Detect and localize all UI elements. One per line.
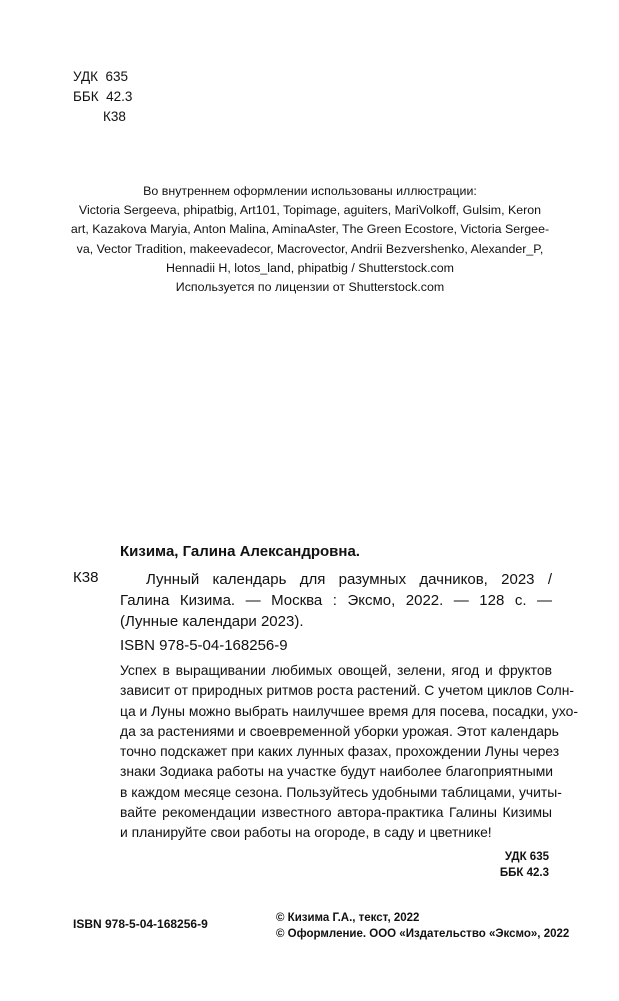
annotation-line: Успех в выращивании любимых овощей, зелени, ягод и фруктов xyxy=(120,662,552,678)
isbn-record: ISBN 978-5-04-168256-9 xyxy=(120,637,288,654)
annotation-line: ца и Луны можно выбрать наилучшее время для посева, посадки, ухо- xyxy=(120,702,578,719)
annotation xyxy=(120,660,578,843)
udk-code: УДК 635 xyxy=(73,69,129,84)
bibliographic-record xyxy=(120,569,552,632)
biblio-line: Галина Кизима. — Москва : Эксмо, 2022. — 128 с. — xyxy=(120,592,552,609)
annotation-line: знаки Зодиака работы на участке будут наиболее благоприятными xyxy=(120,763,554,780)
biblio-code: К38 xyxy=(73,569,99,586)
bbk-code: ББК 42.3 xyxy=(73,89,133,104)
classification-top xyxy=(73,67,132,127)
illustrations-line: Victoria Sergeeva, phipatbig, Art101, Topimage, aguiters, MariVolkoff, Gulsim, Keron xyxy=(78,203,542,218)
annotation-line: да за растениями и своевременной уборки урожая. Этот календарь xyxy=(120,722,559,739)
copyright-block xyxy=(276,910,569,942)
illustrations-line: va, Vector Tradition, makeevadecor, Macrovector, Andrii Bezvershenko, Alexander_P, xyxy=(76,241,544,256)
author-sign: К38 xyxy=(103,109,126,124)
bbk-code-bottom: ББК 42.3 xyxy=(499,867,549,879)
annotation-line: точно подскажет при каких лунных фазах, прохождении Луны через xyxy=(120,743,560,760)
copyright-text: © Кизима Г.А., текст, 2022 xyxy=(276,912,420,924)
isbn-bottom: ISBN 978-5-04-168256-9 xyxy=(73,917,208,931)
annotation-line: и планируйте свои работы на огороде, в саду и цветнике! xyxy=(120,824,492,841)
illustrations-line: Hennadii H, lotos_land, phipatbig / Shutterstock.com xyxy=(166,260,454,275)
biblio-line: (Лунные календари 2023). xyxy=(120,613,304,630)
illustrations-line: Во внутреннем оформлении использованы иллюстрации: xyxy=(143,184,477,198)
classification-bottom xyxy=(500,849,549,881)
biblio-line: Лунный календарь для разумных дачников, 2023 / xyxy=(146,571,552,588)
copyright-design: © Оформление. ООО «Издательство «Эксмо», 2022 xyxy=(276,928,570,940)
annotation-line: вайте рекомендации известного автора-практика Галины Кизимы xyxy=(120,804,552,821)
annotation-line: зависит от природных ритмов роста растений. С учетом циклов Солн- xyxy=(120,682,575,699)
license-line: Используется по лицензии от Shutterstock.com xyxy=(175,280,445,295)
illustrations-credits xyxy=(70,182,550,297)
annotation-line: в каждом месяце сезона. Пользуйтесь удобными таблицами, учиты- xyxy=(120,783,562,800)
illustrations-line: art, Kazakova Maryia, Anton Malina, AminaAster, The Green Ecostore, Victoria Sergee- xyxy=(70,222,550,237)
udk-code-bottom: УДК 635 xyxy=(504,851,549,863)
author-heading: Кизима, Галина Александровна. xyxy=(120,543,360,560)
